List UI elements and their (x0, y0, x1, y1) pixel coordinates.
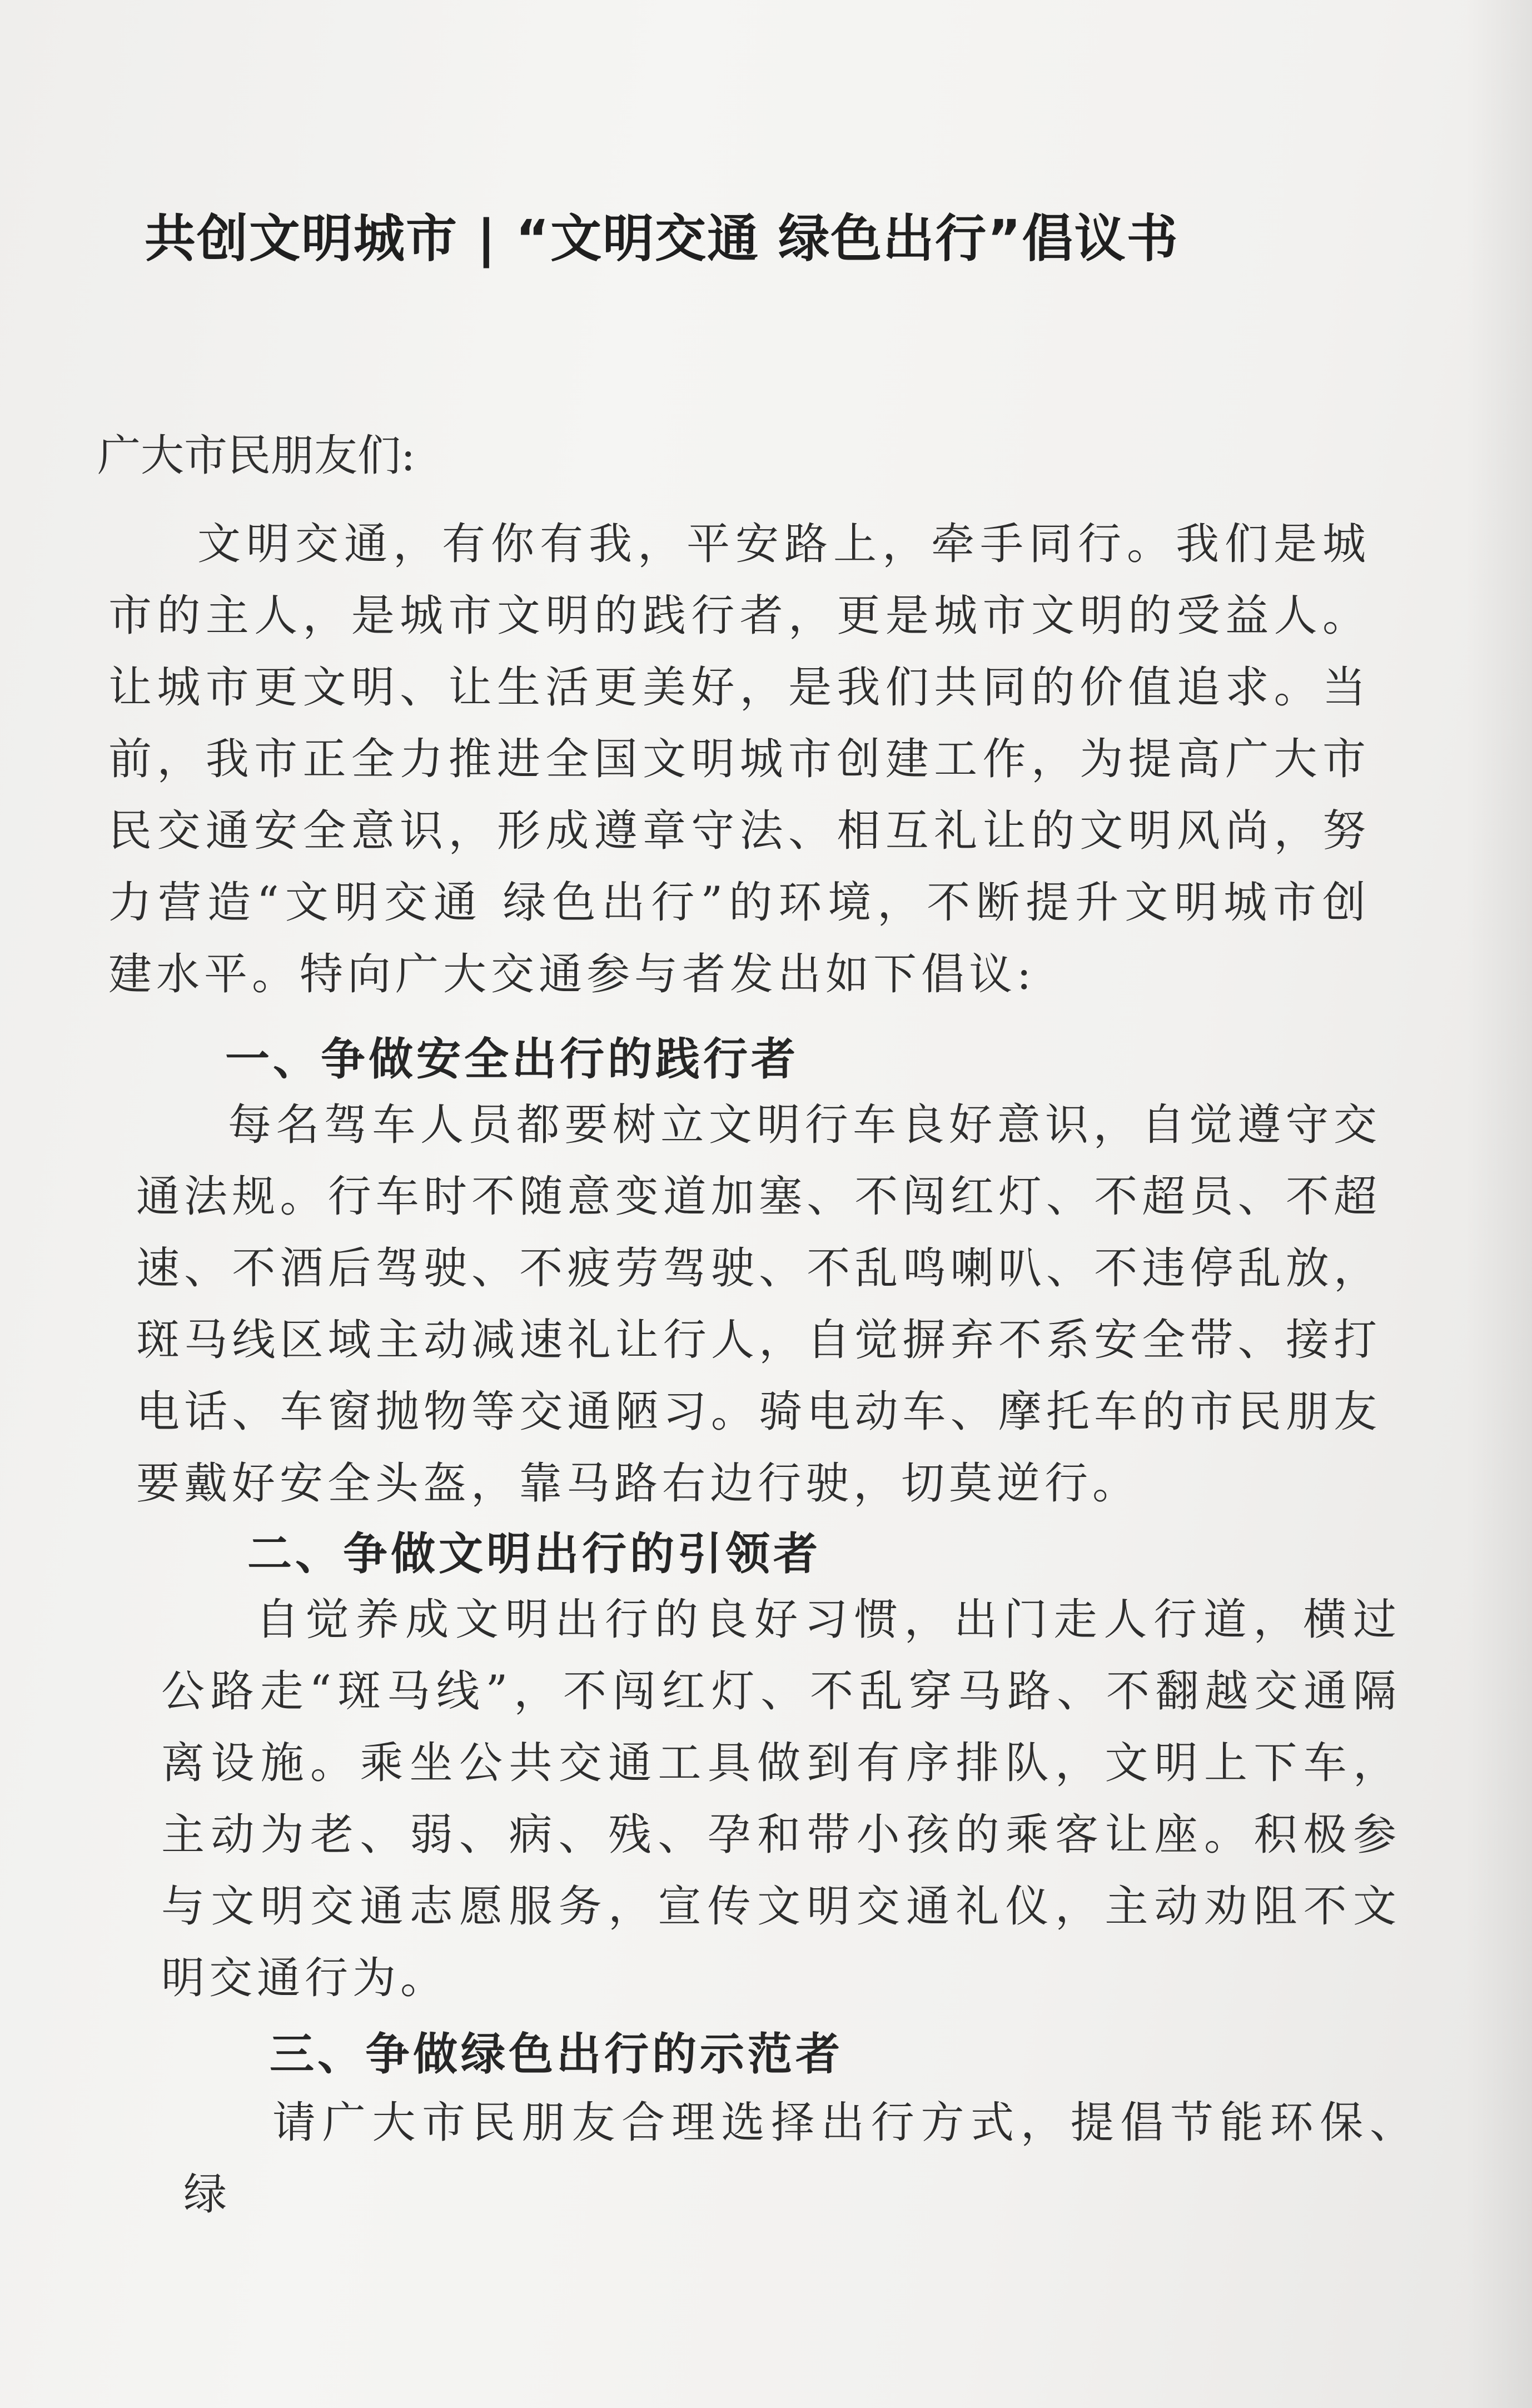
paper-edge-shadow (1465, 0, 1532, 2408)
section-heading-2: 二、争做文明出行的引领者 (247, 1528, 821, 1580)
section-body-2: 自觉养成文明出行的良好习惯，出门走人行道，横过公路走“斑马线”，不闯红灯、不乱穿马路、不翻越交通隔离设施。乘坐公共交通工具做到有序排队，文明上下车，主动为老、弱、病、残、孕和带小孩的乘客让座。积极参与文明交通志愿服务，宣传文明交通礼仪，主动劝阻不文明交通行为。 (161, 1595, 1401, 2003)
section-body-1: 每名驾车人员都要树立文明行车良好意识，自觉遵守交通法规。行车时不随意变道加塞、不闯红灯、不超员、不超速、不酒后驾驶、不疲劳驾驶、不乱鸣喇叭、不违停乱放，斑马线区域主动减速礼让行人，自觉摒弃不系安全带、接打电话、车窗抛物等交通陋习。骑电动车、摩托车的市民朋友要戴好安全头盔，靠马路右边行驶，切莫逆行。 (136, 1100, 1381, 1509)
section-body-3: 请广大市民朋友合理选择出行方式，提倡节能环保、绿 (183, 2098, 1417, 2220)
greeting: 广大市民朋友们: (97, 431, 416, 481)
document-title: 共创文明城市 | “文明交通 绿色出行”倡议书 (145, 209, 1179, 268)
intro-paragraph: 文明交通，有你有我，平安路上，牵手同行。我们是城市的主人，是城市文明的践行者，更是城市文明的受益人。让城市更文明、让生活更美好，是我们共同的价值追求。当前，我市正全力推进全国文明城市创建工作，为提高广大市民交通安全意识，形成遵章守法、相互礼让的文明风尚，努力营造“文明交通 绿色出行”的环境，不断提升文明城市创建水平。特向广大交通参与者发出如下倡议: (108, 519, 1370, 999)
section-heading-3: 三、争做绿色出行的示范者 (270, 2028, 843, 2080)
section-heading-1: 一、争做安全出行的践行者 (225, 1033, 799, 1085)
